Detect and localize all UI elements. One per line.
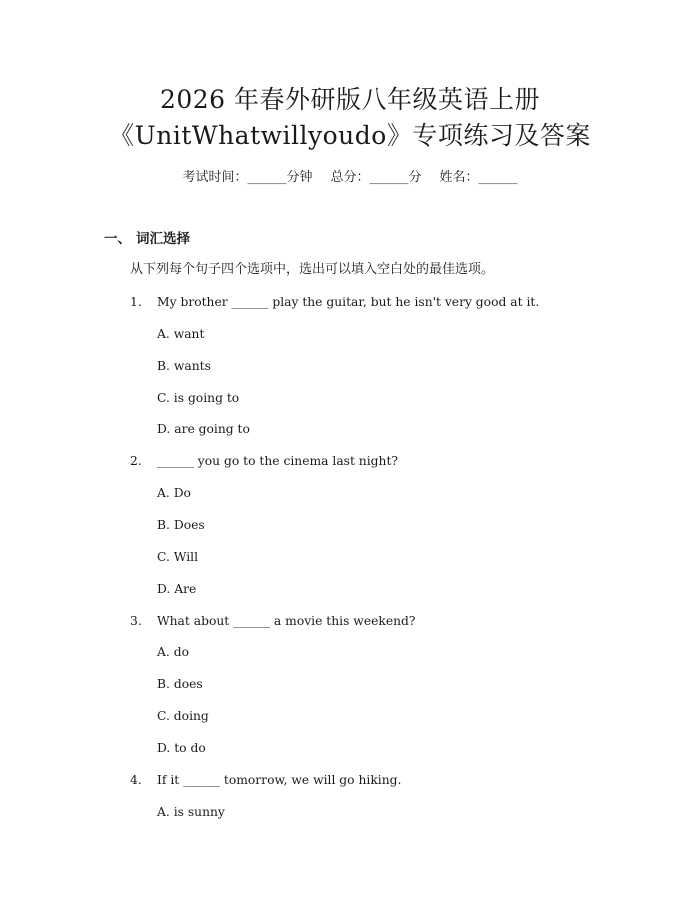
section-heading: [104, 229, 190, 249]
section-instruction: 从下列每个句子四个选项中，选出可以填入空白处的最佳选项。: [130, 262, 495, 277]
answer-option: D. to do: [157, 741, 206, 755]
answer-option: C. Will: [157, 550, 199, 564]
question-number: 4.: [130, 773, 142, 787]
answer-option: D. Are: [157, 582, 197, 596]
question-text: If it ______ tomorrow, we will go hiking.: [157, 773, 402, 787]
answer-option: D. are going to: [157, 422, 250, 436]
section-title: 词汇选择: [136, 231, 190, 247]
question-number: 3.: [130, 614, 142, 628]
student-name-field: 姓名：______: [439, 170, 518, 185]
answer-option: B. Does: [157, 518, 205, 532]
question-text: What about ______ a movie this weekend?: [157, 614, 416, 628]
answer-option: A. want: [157, 327, 205, 341]
question-number: 2.: [130, 454, 142, 468]
question-text: ______ you go to the cinema last night?: [157, 454, 398, 468]
answer-option: B. does: [157, 677, 203, 691]
answer-option: A. Do: [157, 486, 191, 500]
question-number: 1.: [130, 295, 142, 309]
document-title-line-1: 2026 年春外研版八年级英语上册: [159, 85, 541, 114]
exam-time-field: 考试时间：______分钟: [182, 170, 313, 185]
total-score-field: 总分：______分: [330, 170, 422, 185]
answer-option: C. doing: [157, 709, 209, 723]
answer-option: A. is sunny: [157, 805, 225, 819]
answer-option: A. do: [157, 645, 189, 659]
answer-option: C. is going to: [157, 391, 240, 405]
document-title-line-2: 《UnitWhatwillyoudo》专项练习及答案: [109, 121, 591, 150]
section-number: 一、: [104, 231, 131, 247]
question-text: My brother ______ play the guitar, but he isn't very good at it.: [157, 295, 540, 309]
exam-info-bar: [0, 168, 700, 188]
answer-option: B. wants: [157, 359, 211, 373]
